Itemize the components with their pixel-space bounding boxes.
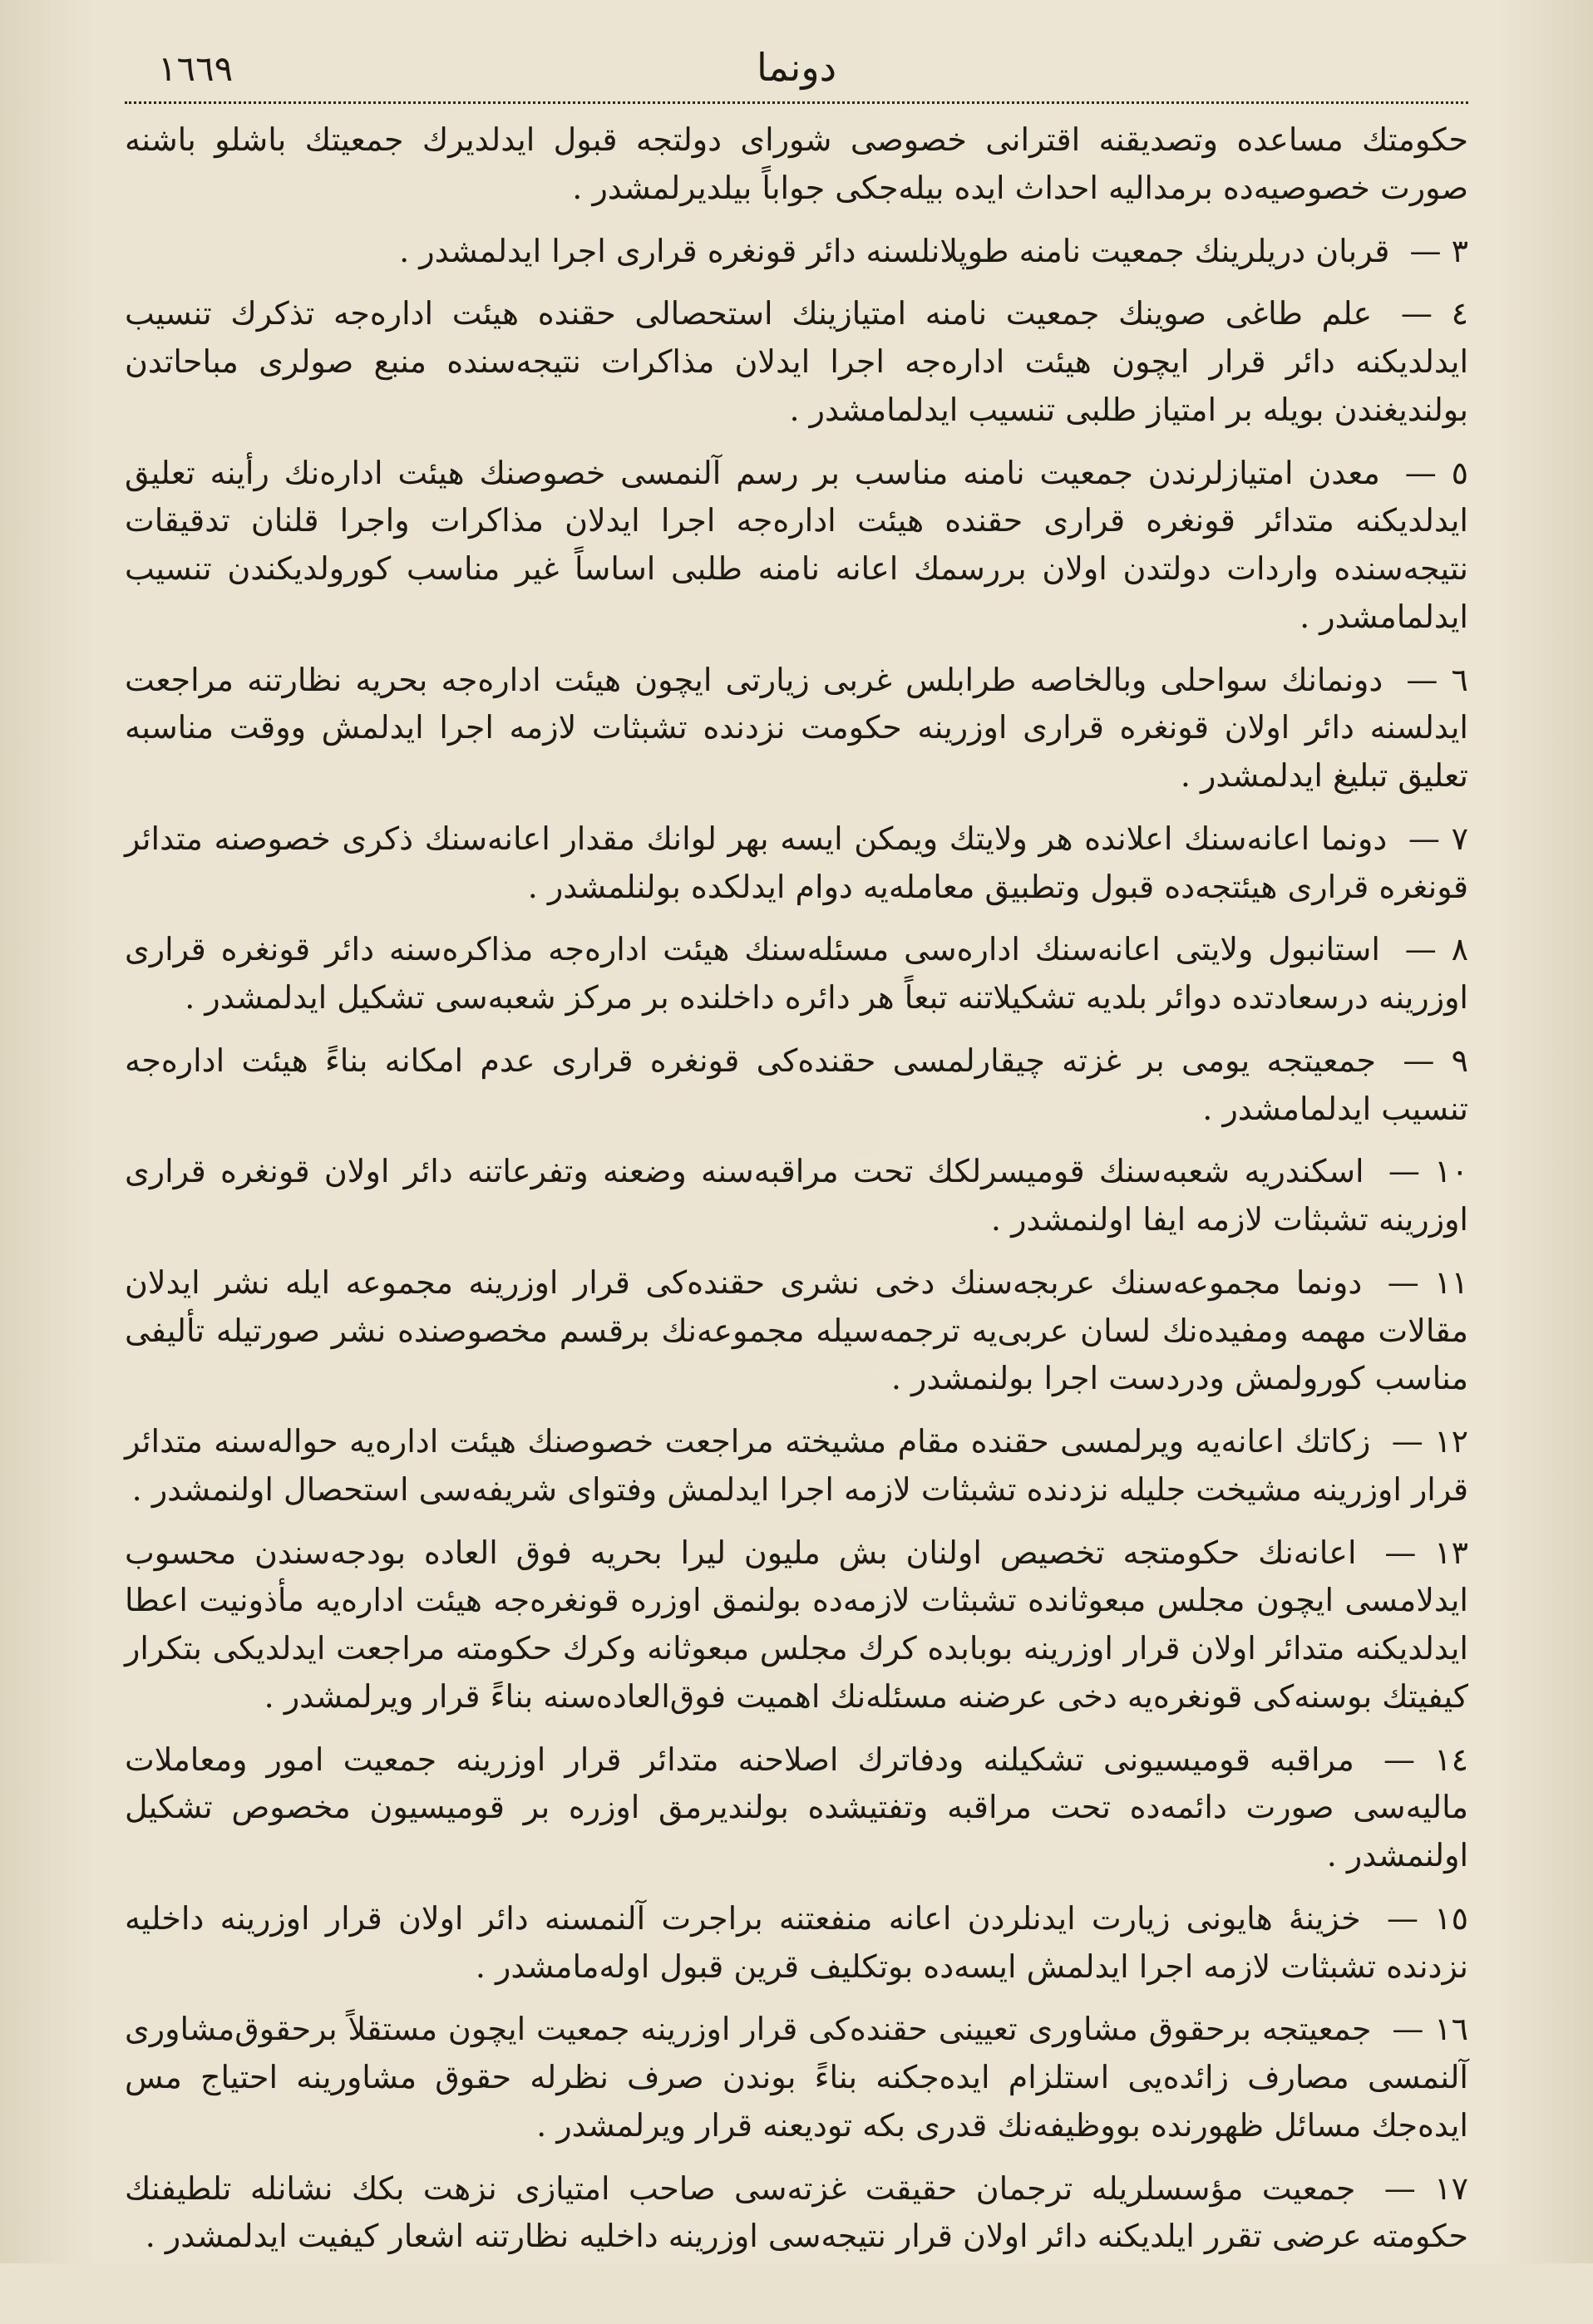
item-number: ٥ —	[1404, 454, 1468, 491]
body-text	[125, 116, 1468, 2255]
item-number: ١٠ —	[1388, 1153, 1468, 1190]
paragraph-text: خزينهٔ هايونی زيارت ايدنلردن اعانه منفعتنه براجرت آلنمسنه دائر اولان قرار اوزرينه داخليه نزدنده تشبثات لازمه اجرا ايدلمش ايسه‌ده بوتكليف قرين قبول اوله‌مامشدر .	[125, 1899, 1468, 1985]
paragraph-text: حكومتك مساعده وتصديقنه اقترانی خصوصی شورای دولتجه قبول ايدلديرك جمعيتك باشلو باشنه صورت خصوصيه‌ده برمداليه احداث ايده بيله‌جكی جواباً بيلديرلمشدر .	[125, 121, 1468, 206]
paragraph	[125, 1148, 1468, 1244]
item-number: ١٦ —	[1392, 2011, 1468, 2048]
paragraph-text: معدن امتيازلرندن جمعيت نامنه مناسب بر رسم آلنمسی خصوصنك هيئت اداره‌نك رأينه تعليق ايدلديكنه متدائر قونغره قراری حقنده هيئت اداره‌جه اجرا ايدلان مذاكرات واجرا قلنان تدقيقات نتيجه‌سنده واردات دولتدن اولان بررسمك اعانه نامنه طلبی اساساً غير مناسب كورولديكندن تنسيب ايدلمامشدر .	[125, 454, 1468, 635]
item-number: ١٤ —	[1383, 1741, 1468, 1778]
paragraph	[125, 1259, 1468, 1403]
item-number: ١٣ —	[1384, 1534, 1468, 1571]
page-number: ١٦٦٩	[158, 48, 234, 89]
header-divider	[125, 101, 1468, 104]
page-header	[125, 33, 1468, 100]
paragraph-text: زكاتك اعانه‌يه ويرلمسی حقنده مقام مشيخته مراجعت خصوصنك هيئت اداره‌يه حواله‌سنه متدائر قرار اوزرينه مشيخت جليله نزدنده تشبثات لازمه اجرا ايدلمش وفتوای شريفه‌سی استحصال اولنمشدر .	[125, 1423, 1468, 1508]
paragraph-text: اسكندريه شعبه‌سنك قوميسرلكك تحت مراقبه‌سنه وضعنه وتفرعاتنه دائر اولان قونغره قراری اوزرينه تشبثات لازمه ايفا اولنمشدر .	[125, 1153, 1468, 1238]
paragraph	[125, 290, 1468, 434]
paragraph	[125, 450, 1468, 642]
paragraph	[125, 1418, 1468, 1514]
paragraph	[125, 2276, 1468, 2324]
item-number: ٣ —	[1409, 232, 1468, 269]
paragraph	[125, 228, 1468, 276]
item-number: ١٥ —	[1386, 1899, 1468, 1937]
paragraph-text: اعانه‌نك حكومتجه تخصيص اولنان بش مليون ليرا بحريه فوق العاده بودجه‌سندن محسوب ايدلامسی ايچون مجلس مبعوثانده تشبثات لازمه‌ده بولنمق اوزره قونغره‌جه هيئت اداره‌يه مأذونيت اعطا ايدلديكنه متدائر اولان قرار اوزرينه بوبابده كرك مجلس مبعوثانه وكرك حكومته مراجعت ايدلديكی بتكرار كيفيتك بوسنه‌كی قونغره‌يه دخی عرضنه مسئله‌نك اهميت فوق‌العاده‌سنه بناءً قرار ويرلمشدر .	[125, 1534, 1468, 1715]
item-number: ١١ —	[1387, 1263, 1468, 1301]
paragraph	[125, 1736, 1468, 1880]
paragraph-text: قربان دريلرينك جمعيت نامنه طوپلانلسنه دائر قونغره قراری اجرا ايدلمشدر .	[399, 232, 1390, 269]
paragraph	[125, 926, 1468, 1022]
paragraph	[125, 1895, 1468, 1992]
paragraph	[125, 2165, 1468, 2262]
item-number: ٧ —	[1408, 820, 1468, 857]
item-number: ١٢ —	[1391, 1423, 1468, 1460]
item-number: ١٧ —	[1383, 2169, 1468, 2207]
paragraph-text: دونما مجموعه‌سنك عربجه‌سنك دخی نشری حقنده‌كی قرار اوزرينه مجموعه ايله نشر ايدلان مقالات مهمه ومفيده‌نك لسان عربی‌يه ترجمه‌سيله مجموعه‌نك برقسم مخصوصنده نشر صورتيله تأليفی مناسب كورولمش ودردست اجرا بولنمشدر .	[125, 1263, 1468, 1397]
paragraph	[125, 815, 1468, 912]
item-number: ٩ —	[1403, 1041, 1468, 1079]
running-title: دونما	[756, 45, 837, 90]
paragraph-text: دونمانك سواحلی وبالخاصه طرابلس غربی زيارتی ايچون هيئت اداره‌جه بحريه نظارتنه مراجعت ايدلسنه دائر اولان قونغره قراری اوزرينه حكومت نزدنده تشبثات لازمه اجرا ايدلمش ووقت مناسبه تعليق تبليغ ايدلمشدر .	[125, 661, 1468, 794]
paragraph-text: دونما اعانه‌سنك اعلانده هر ولايتك ويمكن ايسه بهر لوانك مقدار اعانه‌سنك ذكری خصوصنه متدائر قونغره قراری هيئتجه‌ده قبول وتطبيق معامله‌يه دوام ايدلكده بولنلمشدر .	[125, 820, 1468, 905]
paragraph-text: جمعيتجه برحقوق مشاوری تعيينی حقنده‌كی قرار اوزرينه جمعيت ايچون مستقلاً برحقوق‌مشاوری آلنمسی مصارف زائده‌يی استلزام ايده‌جكنه بناءً بوندن صرف نظرله حقوق مشاورينه احتياج مس ايده‌جك مسائل ظهورنده بووظيفه‌نك قدری بكه توديعنه قرار ويرلمشدر .	[125, 2011, 1468, 2144]
paragraph	[125, 2006, 1468, 2149]
paragraph-text: مراقبه قوميسيونی تشكيلنه ودفاترك اصلاحنه متدائر قرار اوزرينه جمعيت امور ومعاملات ماليه‌سی صورت دائمه‌ده تحت مراقبه وتفتيشده بولنديرمق اوزره بر قوميسيون مخصوص تشكيل اولنمشدر .	[125, 1741, 1468, 1873]
paragraph-text: جمعيت مؤسسلريله ترجمان حقيقت غزته‌سی صاحب امتيازی نزهت بكك نشانله تلطيفنك حكومته عرضی تقرر ايلديكنه دائر اولان قرار نتيجه‌سی اوزرينه داخليه نظارتنه اشعار كيفيت ايدلمشدر .	[125, 2169, 1468, 2255]
item-number: ٦ —	[1406, 661, 1468, 698]
paragraph-text: علم طاغی صوينك جمعيت نامنه امتيازينك استحصالی حقنده هيئت اداره‌جه تذكرك تنسيب ايدلديكنه دائر قرار ايچون هيئت اداره‌جه اجرا ايدلان مذاكرات نتيجه‌سنده منبع صولری مباحاتدن بولنديغندن بويله بر امتياز طلبی تنسيب ايدلمامشدر .	[125, 295, 1468, 428]
paragraph	[125, 1037, 1468, 1134]
paragraph-text: جمعيتجه يومی بر غزته چيقارلمسی حقنده‌كی قونغره قراری عدم امكانه بناءً هيئت اداره‌جه تنسيب ايدلمامشدر .	[125, 1041, 1468, 1127]
paragraph	[125, 116, 1468, 213]
paragraph-text: استانبول ولايتی اعانه‌سنك اداره‌سی مسئله‌سنك هيئت اداره‌جه مذاكره‌سنه دائر قونغره قراری اوزرينه درسعادتده دوائر بلديه تشكيلاتنه تبعاً هر دائره داخلنده بر مركز شعبه‌سی تشكيل ايدلمشدر .	[125, 931, 1468, 1016]
paragraph	[125, 657, 1468, 800]
item-number: ٨ —	[1404, 931, 1468, 968]
item-number: ٤ —	[1400, 295, 1468, 332]
paragraph	[125, 1529, 1468, 1721]
